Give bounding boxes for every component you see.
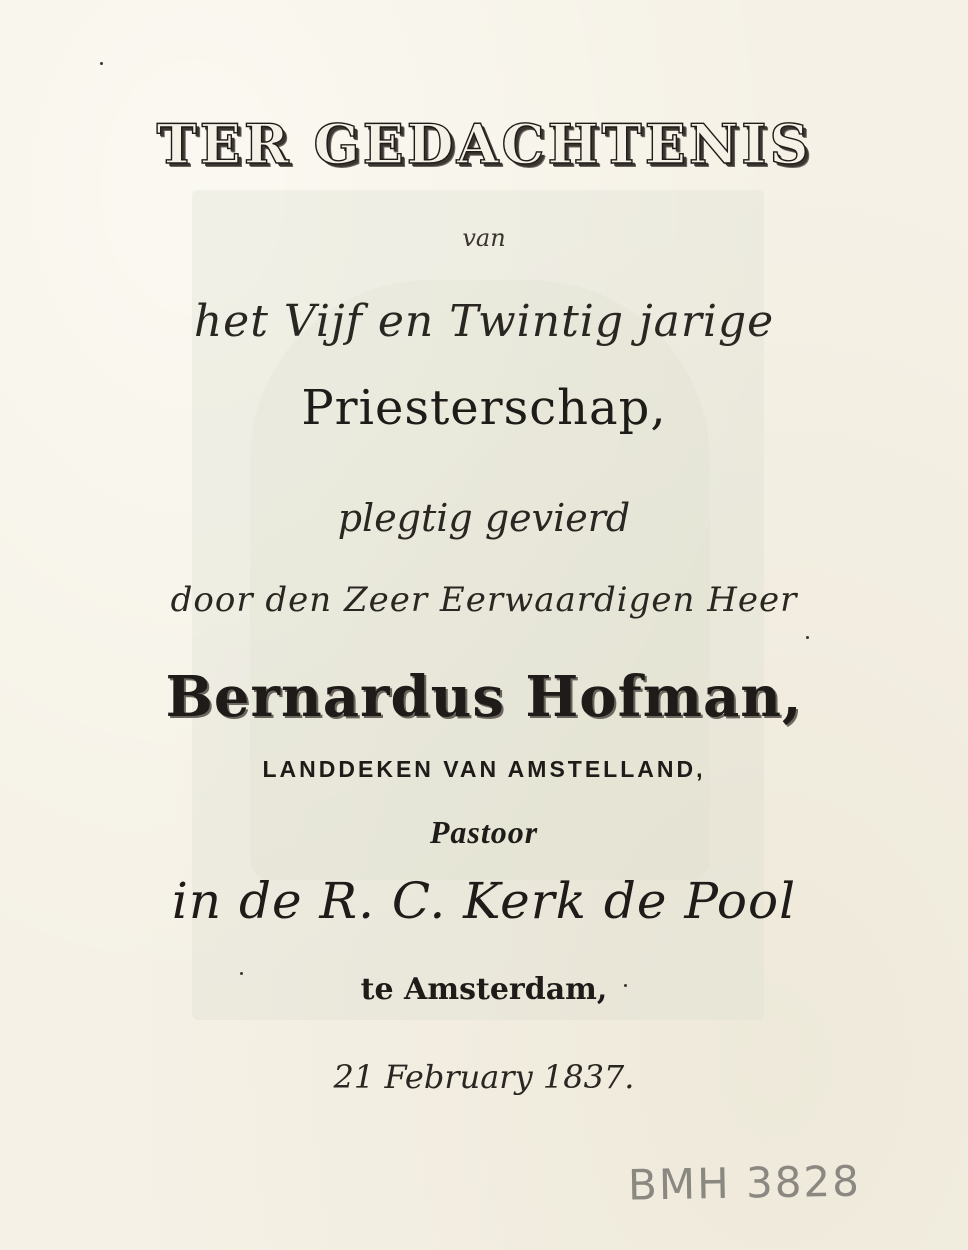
landdeken-line: LANDDEKEN VAN AMSTELLAND, <box>262 756 706 782</box>
plegtig-line: plegtig gevierd <box>337 496 631 540</box>
paper-speck <box>100 62 103 65</box>
date-line: 21 February 1837. <box>333 1058 635 1096</box>
honoree-name: Bernardus Hofman, <box>165 664 803 730</box>
church-line: in de R. C. Kerk de Pool <box>171 872 797 930</box>
paper-speck <box>240 972 243 975</box>
paper-speck <box>624 984 627 987</box>
priesterschap-line: Priesterschap, <box>301 380 667 436</box>
paper-speck <box>806 636 809 639</box>
jubilee-line: het Vijf en Twintig jarige <box>193 296 775 347</box>
card-title: TER GEDACHTENIS <box>156 112 812 176</box>
van-line: van <box>462 224 506 252</box>
archive-pencil-mark: BMH 3828 <box>627 1156 862 1210</box>
door-line: door den Zeer Eerwaardigen Heer <box>170 580 798 620</box>
city-line: te Amsterdam, <box>360 972 608 1007</box>
pastoor-line: Pastoor <box>429 814 539 850</box>
